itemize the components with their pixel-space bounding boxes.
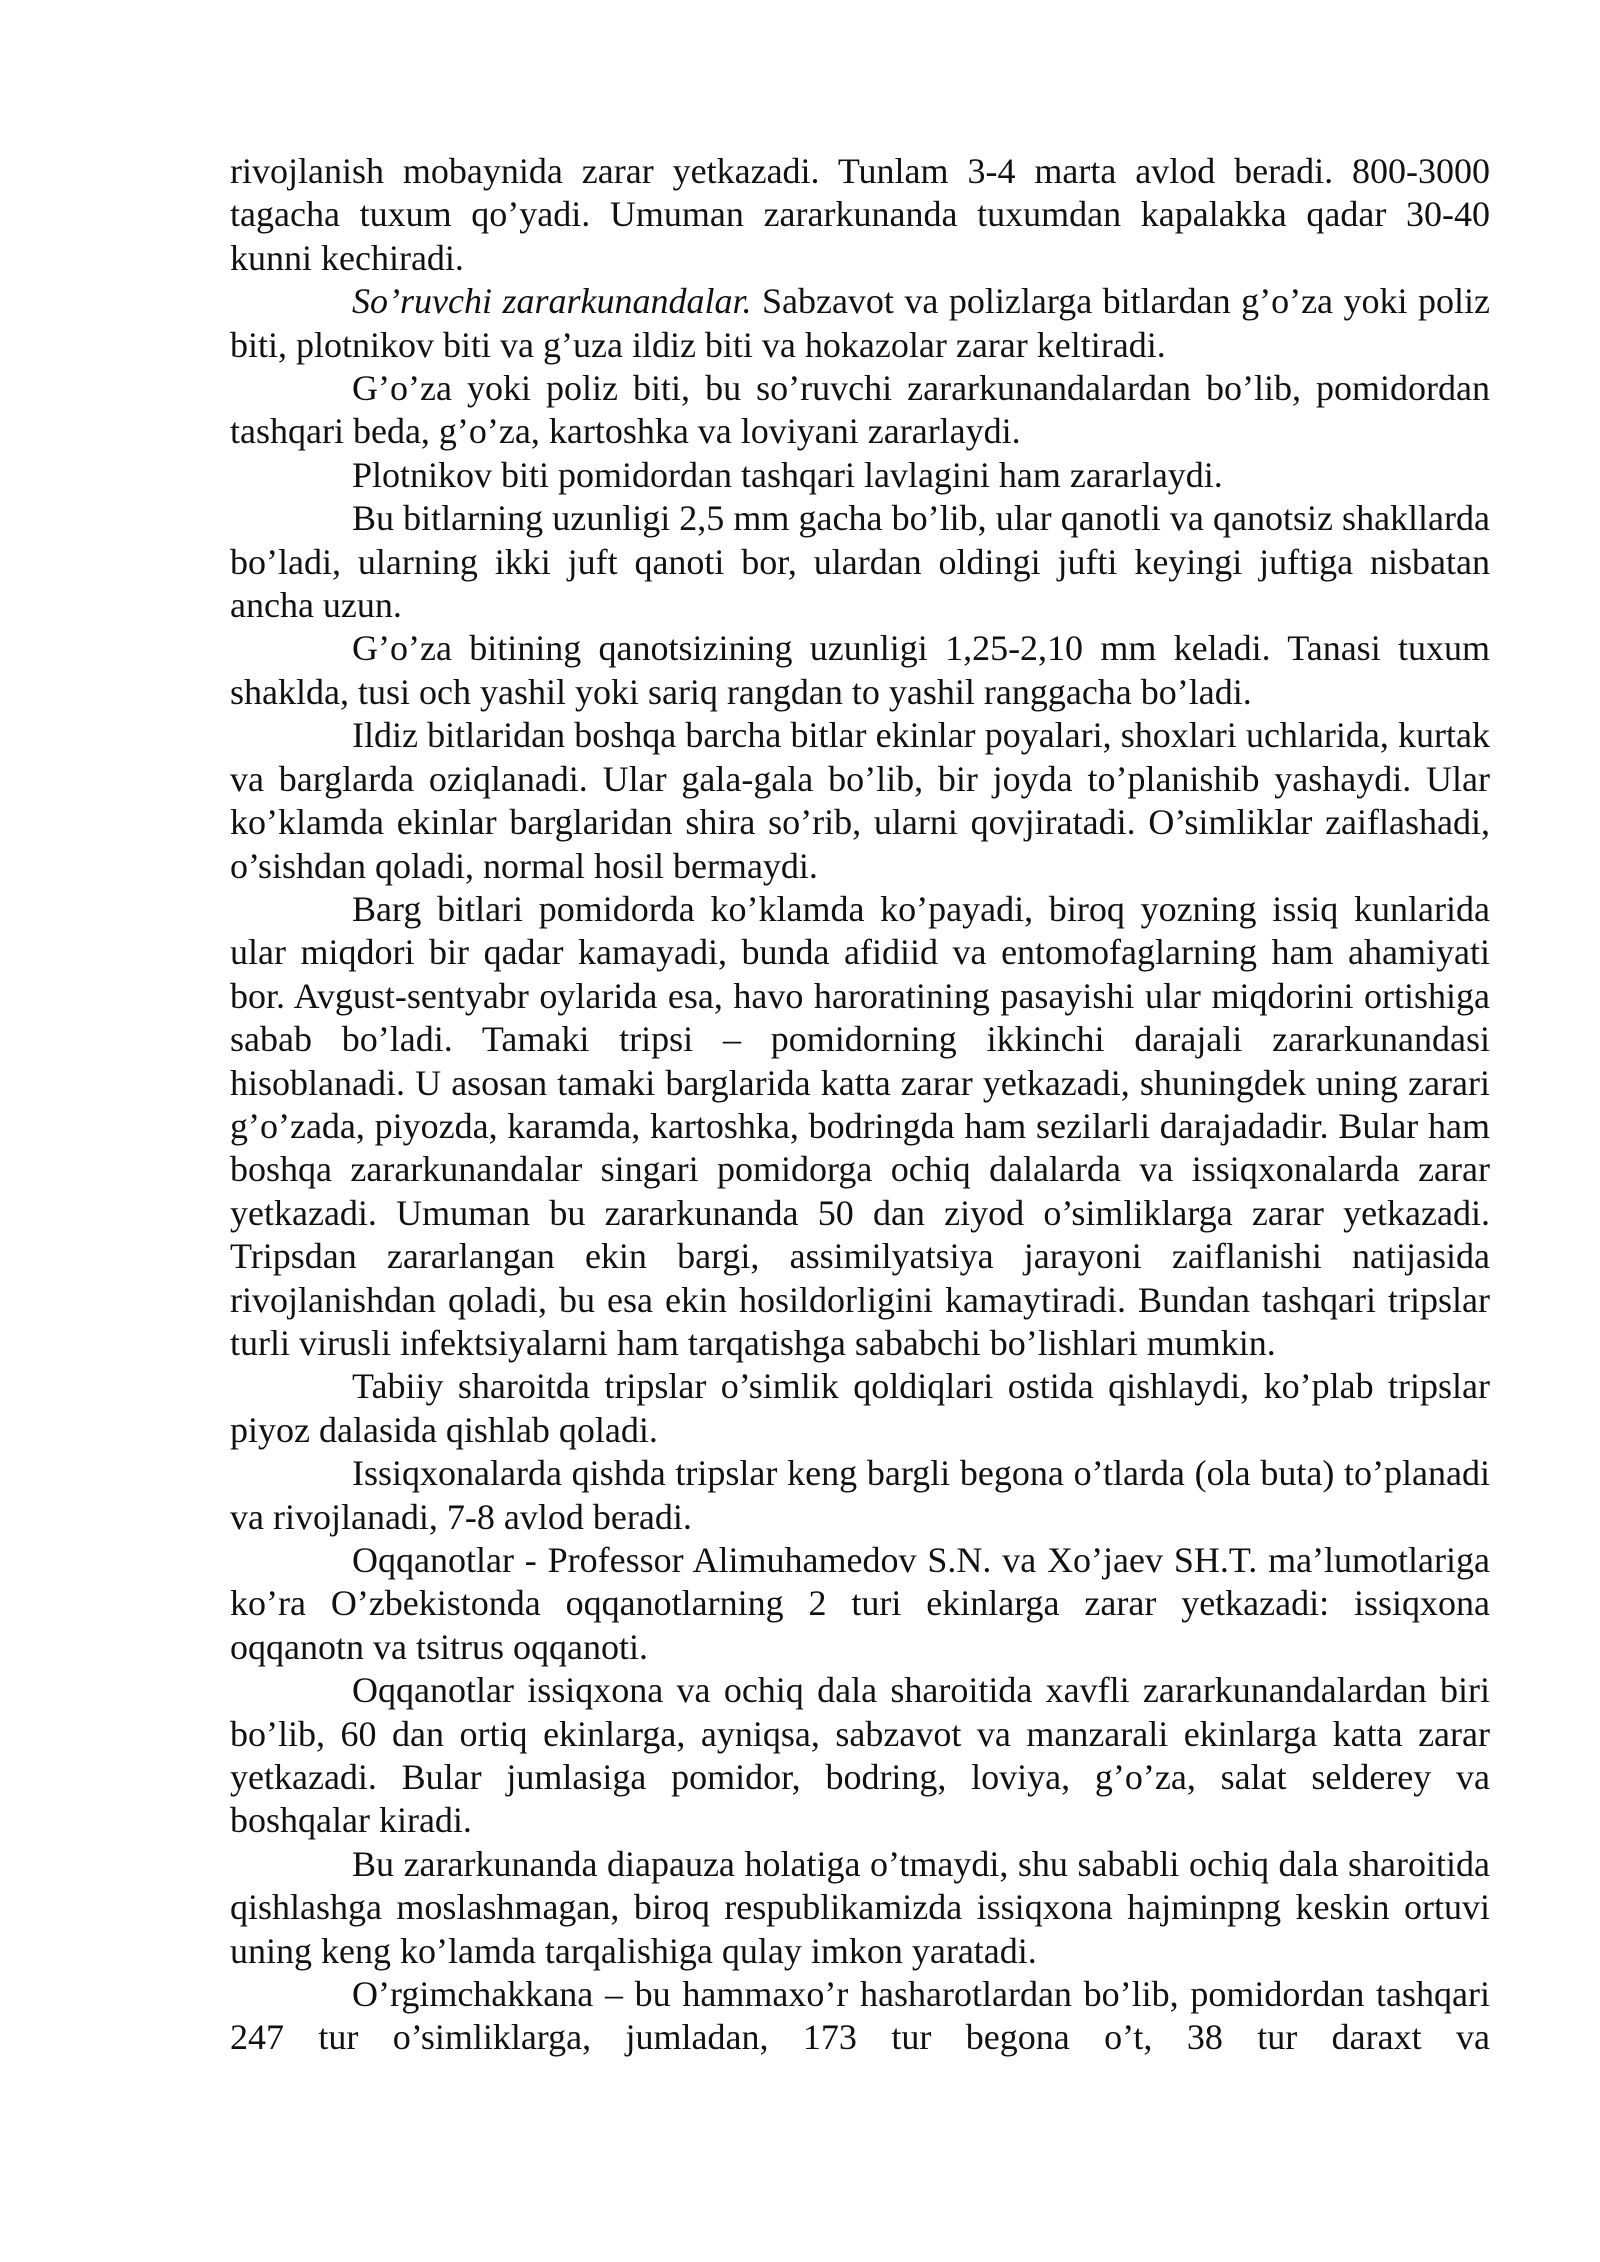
paragraph-12: Oqqanotlar issiqxona va ochiq dala sharoitida xavfli zararkunandalardan biri bo’lib, 60 dan ortiq ekinlarga, ayniqsa, sabzavot va manzarali ekinlarga katta zarar yetkazadi. Bular jumlasiga pomidor, bodring, loviya, g’o’za, salat selderey va boshqalar kiradi. bbox=[230, 1670, 1490, 1841]
paragraph-10: Issiqxonalarda qishda tripslar keng bargli begona o’tlarda (ola buta) to’planadi va rivojlanadi, 7-8 avlod beradi. bbox=[230, 1453, 1490, 1537]
italic-heading: So’ruvchi zararkunandalar. bbox=[352, 281, 752, 322]
paragraph-8: Barg bitlari pomidorda ko’klamda ko’payadi, biroq yozning issiq kunlarida ular miqdori bir qadar kamayadi, bunda afidiid va entomofaglarning ham ahamiyati bor. Avgust-sentyabr oylarida esa, havo haroratining pasayishi ular miqdorini ortishiga sabab bo’ladi. Tamaki tripsi – pomidorning ikkinchi darajali zararkunandasi hisoblanadi. U asosan tamaki barglarida katta zarar yetkazadi, shuningdek uning zarari g’o’zada, piyozda, karamda, kartoshka, bodringda ham sezilarli darajadadir. Bular ham boshqa zararkunandalar singari pomidorga ochiq dalalarda va issiqxonalarda zarar yetkazadi. Umuman bu zararkunanda 50 dan ziyod o’simliklarga zarar yetkazadi. Tripsdan zararlangan ekin bargi, assimilyatsiya jarayoni zaiflanishi natijasida rivojlanishdan qoladi, bu esa ekin hosildorligini kamaytiradi. Bundan tashqari tripslar turli virusli infektsiyalarni ham tarqatishga sababchi bo’lishlari mumkin. bbox=[230, 888, 1490, 1363]
paragraph-2-body: Sabzavot va polizlarga bitlardan g’o’za yoki poliz biti, plotnikov biti va g’uza ildiz biti va hokazolar zarar keltiradi. bbox=[230, 281, 1490, 365]
paragraph-9: Tabiiy sharoitda tripslar o’simlik qoldiqlari ostida qishlaydi, ko’plab tripslar piyoz dalasida qishlab qoladi. bbox=[230, 1366, 1490, 1450]
paragraph-7: Ildiz bitlaridan boshqa barcha bitlar ekinlar poyalari, shoxlari uchlarida, kurtak va barglarda oziqlanadi. Ular gala-gala bo’lib, bir joyda to’planishib yashaydi. Ular ko’klamda ekinlar barglaridan shira so’rib, ularni qovjiratadi. O’simliklar zaiflashadi, o’sishdan qoladi, normal hosil bermaydi. bbox=[230, 715, 1490, 886]
paragraph-5: Bu bitlarning uzunligi 2,5 mm gacha bo’lib, ular qanotli va qanotsiz shakllarda bo’ladi, ularning ikki juft qanoti bor, ulardan oldingi jufti keyingi juftiga nisbatan ancha uzun. bbox=[230, 498, 1490, 626]
paragraph-6: G’o’za bitining qanotsizining uzunligi 1,25-2,10 mm keladi. Tanasi tuxum shaklda, tusi och yashil yoki sariq rangdan to yashil ranggacha bo’ladi. bbox=[230, 628, 1490, 712]
document-page bbox=[230, 150, 1490, 2060]
paragraph-11: Oqqanotlar - Professor Alimuhamedov S.N. va Xo’jaev SH.T. ma’lumotlariga ko’ra O’zbekistonda oqqanotlarning 2 turi ekinlarga zarar yetkazadi: issiqxona oqqanotn va tsitrus oqqanoti. bbox=[230, 1540, 1490, 1667]
paragraph-2 bbox=[230, 280, 1490, 367]
paragraph-1: rivojlanish mobaynida zarar yetkazadi. Tunlam 3-4 marta avlod beradi. 800-3000 tagacha tuxum qo’yadi. Umuman zararkunanda tuxumdan kapalakka qadar 30-40 kunni kechiradi. bbox=[230, 151, 1490, 278]
paragraph-3: G’o’za yoki poliz biti, bu so’ruvchi zararkunandalardan bo’lib, pomidordan tashqari beda, g’o’za, kartoshka va loviyani zararlaydi. bbox=[230, 368, 1490, 452]
paragraph-13: Bu zararkunanda diapauza holatiga o’tmaydi, shu sababli ochiq dala sharoitida qishlashga moslashmagan, biroq respublikamizda issiqxona hajminpng keskin ortuvi uning keng ko’lamda tarqalishiga qulay imkon yaratadi. bbox=[230, 1843, 1490, 1971]
paragraph-14: O’rgimchakkana – bu hammaxo’r hasharotlardan bo’lib, pomidordan tashqari 247 tur o’simliklarga, jumladan, 173 tur begona o’t, 38 tur daraxt va bbox=[230, 1974, 1490, 2058]
paragraph-4: Plotnikov biti pomidordan tashqari lavlagini ham zararlaydi. bbox=[352, 454, 1223, 495]
